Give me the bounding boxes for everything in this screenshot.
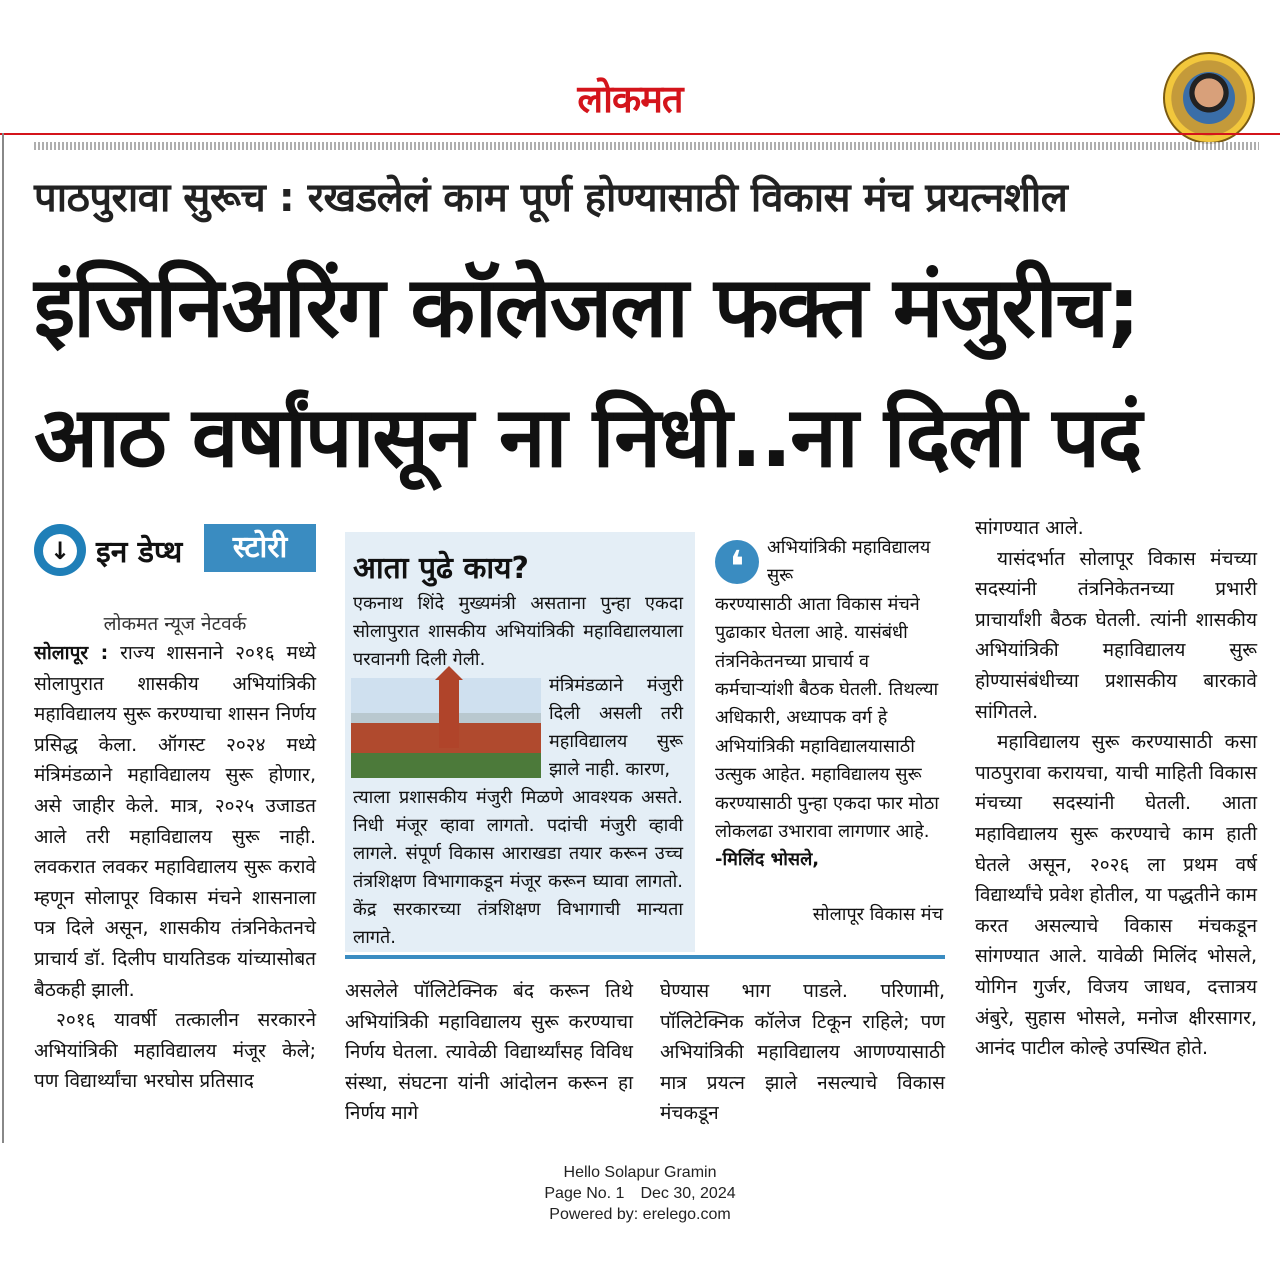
masthead-rule xyxy=(0,133,1280,135)
dateline: सोलापूर : xyxy=(34,642,109,664)
quote-icon: ❛ xyxy=(715,540,759,584)
quote-author-org: सोलापूर विकास मंच xyxy=(812,904,943,925)
hatched-divider xyxy=(34,142,1259,150)
paragraph: यासंदर्भात सोलापूर विकास मंचच्या सदस्यांनी तंत्रनिकेतनच्या प्रभारी प्राचार्यांशी बैठक घेतली. त्यांनी शासकीय अभियांत्रिकी महाविद्यालय सुरू होण्यासंबंधीच्या प्रशासकीय बारकावे सांगितले. xyxy=(975,547,1257,723)
newspaper-masthead: लोकमत xyxy=(577,77,683,121)
profile-seal-logo xyxy=(1163,52,1255,144)
portrait-photo xyxy=(1183,72,1235,124)
badge-label-story: स्टोरी xyxy=(204,524,316,572)
badge-label-in-depth: इन डेप्थ xyxy=(96,535,183,570)
box-title: आता पुढे काय? xyxy=(353,551,529,586)
box-paragraph: मंत्रिमंडळाने मंजुरी दिली असली तरी महाविद्यालय सुरू झाले नाही. कारण, xyxy=(549,675,683,780)
page-edge-rule xyxy=(2,133,4,1143)
download-arrow-icon: ↓ xyxy=(34,524,86,576)
paragraph: महाविद्यालय सुरू करण्यासाठी कसा पाठपुरावा करायचा, याची माहिती विकास मंचच्या सदस्यांनी घेतली. आता महाविद्यालय सुरू करण्याचे काम हाती घेतले असून, २०२६ ला प्रथम वर्ष विद्यार्थ्यांचे प्रवेश होतील, या पद्धतीने काम करत असल्याचे विकास मंचकडून सांगण्यात आले. यावेळी मिलिंद भोसले, योगिन गुर्जर, विजय जाधव, दत्तात्रय अंबुरे, सुहास भोसले, मनोज क्षीरसागर, आनंद पाटील कोल्हे उपस्थित होते. xyxy=(975,731,1257,1060)
page-number: Page No. 1 xyxy=(544,1185,625,1202)
article-column-2: असलेले पॉलिटेक्निक बंद करून तिथे अभियांत्रिकी महाविद्यालय सुरू करण्याचा निर्णय घेतला. त्यावेळी विद्यार्थ्यांसह विविध संस्था, संघटना यांनी आंदोलन करून हा निर्णय मागे xyxy=(345,980,633,1125)
pull-quote xyxy=(715,534,943,875)
box-paragraph: एकनाथ शिंदे मुख्यमंत्री असताना पुन्हा एकदा सोलापुरात शासकीय अभियांत्रिकी महाविद्यालयाला परवानगी दिली गेली. xyxy=(353,593,683,670)
paragraph: सांगण्यात आले. xyxy=(975,517,1084,539)
article-column-3: घेण्यास भाग पाडले. परिणामी, पॉलिटेक्निक कॉलेज टिकून राहिले; पण अभियांत्रिकी महाविद्यालय आणण्यासाठी मात्र प्रयत्न झाले नसल्याचे विकास मंचकडून xyxy=(660,980,945,1125)
college-building-photo xyxy=(351,678,541,778)
quote-author: -मिलिंद भोसले, xyxy=(715,849,820,871)
paragraph: राज्य शासनाने २०१६ मध्ये सोलापुरात शासकीय अभियांत्रिकी महाविद्यालय सुरू करण्याचा शासन निर्णय प्रसिद्ध केला. ऑगस्ट २०२४ मध्ये मंत्रिमंडळाने महाविद्यालय सुरू होणार, असे जाहीर केले. मात्र, २०२५ उजाडत आले तरी महाविद्यालय सुरू नाही. लवकरात लवकर महाविद्यालय सुरू करावे म्हणून सोलापूर विकास मंचने शासनाला पत्र दिले असून, शासकीय तंत्रनिकेतनचे प्राचार्य डॉ. दिलीप घायतिडक यांच्यासोबत बैठकही झाली. xyxy=(34,642,316,1001)
clock-tower-shape xyxy=(439,678,459,748)
kicker-headline: पाठपुरावा सुरूच : रखडलेलं काम पूर्ण होण्यासाठी विकास मंच प्रयत्नशील xyxy=(34,175,1068,221)
box-paragraph: त्याला प्रशासकीय मंजुरी मिळणे आवश्यक असते. निधी मंजूर व्हावा लागतो. पदांची मंजुरी व्हावी लागले. संपूर्ण विकास आराखडा तयार करून उच्च तंत्रशिक्षण विभागाकडून मंजूर करून घ्यावा लागतो. केंद्र सरकारच्या तंत्रशिक्षण विभागाची मान्यता लागते. xyxy=(353,787,683,948)
article-column-1 xyxy=(34,638,316,1097)
page-footer xyxy=(440,1162,840,1225)
main-headline-line1: इंजिनिअरिंग कॉलेजला फक्त मंजुरीच; xyxy=(34,258,1139,356)
sidebar-box-what-next xyxy=(345,532,695,952)
section-divider xyxy=(345,955,945,959)
article-column-4 xyxy=(975,513,1257,1064)
main-headline-line2: आठ वर्षांपासून ना निधी..ना दिली पदं xyxy=(34,388,1141,486)
byline: लोकमत न्यूज नेटवर्क xyxy=(103,613,247,635)
quote-lead: अभियांत्रिकी महाविद्यालय सुरू xyxy=(767,537,931,587)
quote-text: करण्यासाठी आता विकास मंचने पुढाकार घेतला आहे. यासंबंधी तंत्रनिकेतनच्या प्राचार्य व कर्मचाऱ्यांशी बैठक घेतली. तिथल्या अधिकारी, अध्यापक वर्ग हे अभियांत्रिकी महाविद्यालयासाठी उत्सुक आहेत. महाविद्यालय सुरू करण्यासाठी पुन्हा एकदा फार मोठा लोकलढा उभारावा लागणार आहे. xyxy=(715,593,939,843)
in-depth-story-badge xyxy=(34,524,316,576)
powered-by: Powered by: erelego.com xyxy=(549,1206,731,1223)
paragraph: २०१६ यावर्षी तत्कालीन सरकारने अभियांत्रिकी महाविद्यालय मंजूर केले; पण विद्यार्थ्यांचा भरघोस प्रतिसाद xyxy=(34,1009,316,1093)
issue-date: Dec 30, 2024 xyxy=(640,1185,736,1202)
publication-name: Hello Solapur Gramin xyxy=(563,1164,717,1181)
